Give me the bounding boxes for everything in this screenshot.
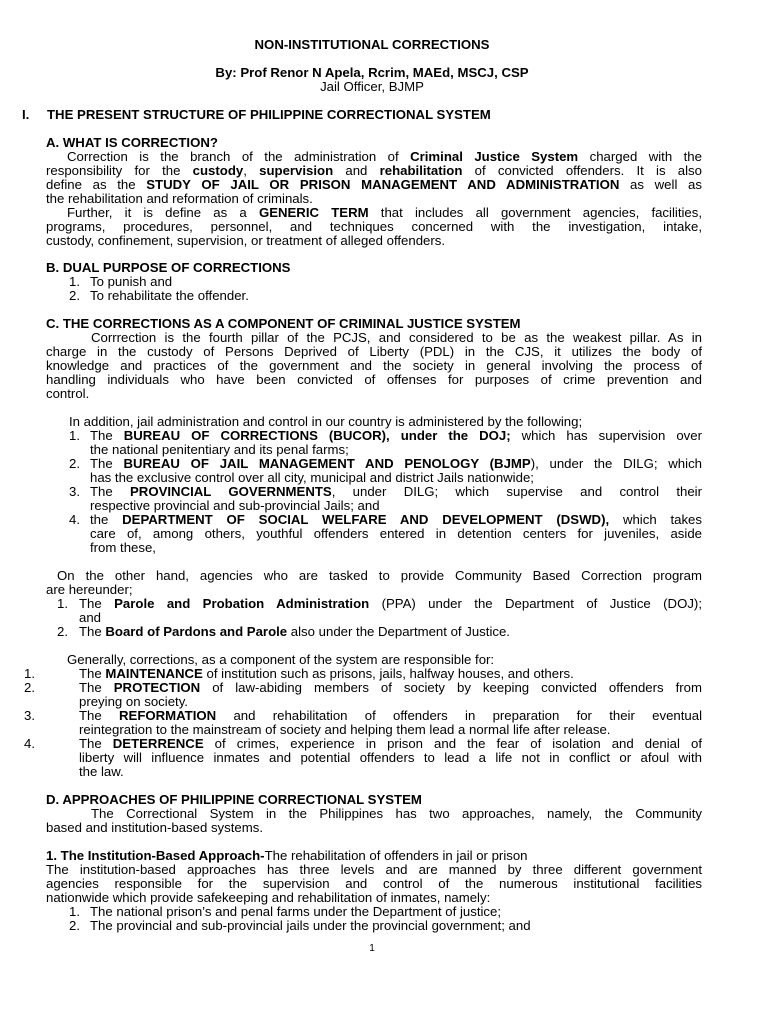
paragraph-line: In addition, jail administration and control in our country is administered by the following; <box>69 414 583 429</box>
subsection-b-title: B. DUAL PURPOSE OF CORRECTIONS <box>46 260 291 275</box>
list-item-continuation: liberty will influence inmates and potential offenders to lead a life not in conflict or afoul with <box>79 750 702 765</box>
page-number: 1 <box>369 943 375 954</box>
list-number: 2. <box>69 288 80 303</box>
list-item-continuation: and <box>79 610 102 625</box>
paragraph-line: handling individuals who have been convicted of offenses for purposes of crime prevention and <box>46 372 702 387</box>
list-item: The MAINTENANCE of institution such as prisons, jails, halfway houses, and others. <box>79 666 574 681</box>
subheading-institution-based: 1. The Institution-Based Approach-The rehabilitation of offenders in jail or prison <box>46 848 528 863</box>
author-position: Jail Officer, BJMP <box>320 79 424 94</box>
list-number: 3. <box>24 708 35 723</box>
paragraph-line: Generally, corrections, as a component of the system are responsible for: <box>67 652 495 667</box>
paragraph-line: nationwide which provide safekeeping and rehabilitation of inmates, namely: <box>46 890 491 905</box>
subsection-d-title: D. APPROACHES OF PHILIPPINE CORRECTIONAL SYSTEM <box>46 792 422 807</box>
list-item-continuation: care of, among others, youthful offenders entered in detention centers for juveniles, aside <box>90 526 702 541</box>
subsection-a-title: A. WHAT IS CORRECTION? <box>46 135 218 150</box>
list-item: the DEPARTMENT OF SOCIAL WELFARE AND DEVELOPMENT (DSWD), which takes <box>90 512 702 527</box>
paragraph-line: define as the STUDY OF JAIL OR PRISON MANAGEMENT AND ADMINISTRATION as well as <box>46 177 702 192</box>
subsection-c-title: C. THE CORRECTIONS AS A COMPONENT OF CRIMINAL JUSTICE SYSTEM <box>46 316 521 331</box>
list-item-continuation: the national penitentiary and its penal farms; <box>90 442 349 457</box>
list-number: 2. <box>57 624 68 639</box>
list-item: The PROVINCIAL GOVERNMENTS, under DILG; which supervise and control their <box>90 484 702 499</box>
paragraph-line: On the other hand, agencies who are tasked to provide Community Based Correction program <box>57 568 702 583</box>
paragraph-line: are hereunder; <box>46 582 133 597</box>
list-item: The Parole and Probation Administration (PPA) under the Department of Justice (DOJ); <box>79 596 702 611</box>
paragraph-line: responsibility for the custody, supervision and rehabilitation of convicted offenders. It is also <box>46 163 702 178</box>
section-title: THE PRESENT STRUCTURE OF PHILIPPINE CORRECTIONAL SYSTEM <box>47 107 491 122</box>
list-item: The DETERRENCE of crimes, experience in prison and the fear of isolation and denial of <box>79 736 702 751</box>
list-item: To punish and <box>90 274 173 289</box>
list-item-continuation: the law. <box>79 764 124 779</box>
list-item-continuation: reintegration to the mainstream of society and helping them lead a normal life after release. <box>79 722 611 737</box>
paragraph-line: programs, procedures, personnel, and techniques concerned with the investigation, intake, <box>46 219 702 234</box>
list-item: The PROTECTION of law-abiding members of society by keeping convicted offenders from <box>79 680 703 695</box>
list-item: The national prison’s and penal farms under the Department of justice; <box>90 904 502 919</box>
paragraph-line: The institution-based approaches has three levels and are manned by three different government <box>46 862 702 877</box>
list-item-continuation: respective provincial and sub-provincial Jails; and <box>90 498 380 513</box>
list-item-continuation: preying on society. <box>79 694 188 709</box>
paragraph-line: Further, it is define as a GENERIC TERM that includes all government agencies, facilities, <box>67 205 703 220</box>
list-number: 1. <box>57 596 68 611</box>
paragraph-line: knowledge and practices of the government and the society in general involving the process of <box>46 358 702 373</box>
list-number: 2. <box>69 456 80 471</box>
list-item: The BUREAU OF JAIL MANAGEMENT AND PENOLOGY (BJMP), under the DILG; which <box>90 456 702 471</box>
list-item-continuation: from these, <box>90 540 156 555</box>
list-item: The REFORMATION and rehabilitation of offenders in preparation for their eventual <box>79 708 702 723</box>
list-number: 1. <box>24 666 35 681</box>
paragraph-line: charge in the custody of Persons Deprived of Liberty (PDL) in the CJS, it utilizes the body of <box>46 344 702 359</box>
list-item: The provincial and sub-provincial jails under the provincial government; and <box>90 918 531 933</box>
paragraph-line: the rehabilitation and reformation of criminals. <box>46 191 313 206</box>
list-number: 2. <box>69 918 80 933</box>
list-number: 2. <box>24 680 35 695</box>
paragraph-line: based and institution-based systems. <box>46 820 263 835</box>
paragraph-line: custody, confinement, supervision, or treatment of alleged offenders. <box>46 233 446 248</box>
list-item-continuation: has the exclusive control over all city, municipal and district Jails nationwide; <box>90 470 534 485</box>
list-item: The BUREAU OF CORRECTIONS (BUCOR), under the DOJ; which has supervision over <box>90 428 703 443</box>
paragraph-line: control. <box>46 386 90 401</box>
list-number: 1. <box>69 428 80 443</box>
list-number: 3. <box>69 484 80 499</box>
paragraph-line: The Correctional System in the Philippines has two approaches, namely, the Community <box>91 806 702 821</box>
paragraph-line: Corrrection is the fourth pillar of the PCJS, and considered to be as the weakest pillar. As in <box>91 330 702 345</box>
paragraph-line: Correction is the branch of the administration of Criminal Justice System charged with the <box>67 149 702 164</box>
list-item: The Board of Pardons and Parole also under the Department of Justice. <box>79 624 510 639</box>
section-number: I. <box>22 107 30 122</box>
list-number: 1. <box>69 904 80 919</box>
paragraph-line: agencies responsible for the supervision and control of the numerous institutional facilities <box>46 876 702 891</box>
list-item: To rehabilitate the offender. <box>90 288 249 303</box>
list-number: 1. <box>69 274 80 289</box>
list-number: 4. <box>69 512 80 527</box>
list-number: 4. <box>24 736 35 751</box>
document-title: NON-INSTITUTIONAL CORRECTIONS <box>254 37 490 52</box>
author-byline: By: Prof Renor N Apela, Rcrim, MAEd, MSCJ, CSP <box>215 65 529 80</box>
